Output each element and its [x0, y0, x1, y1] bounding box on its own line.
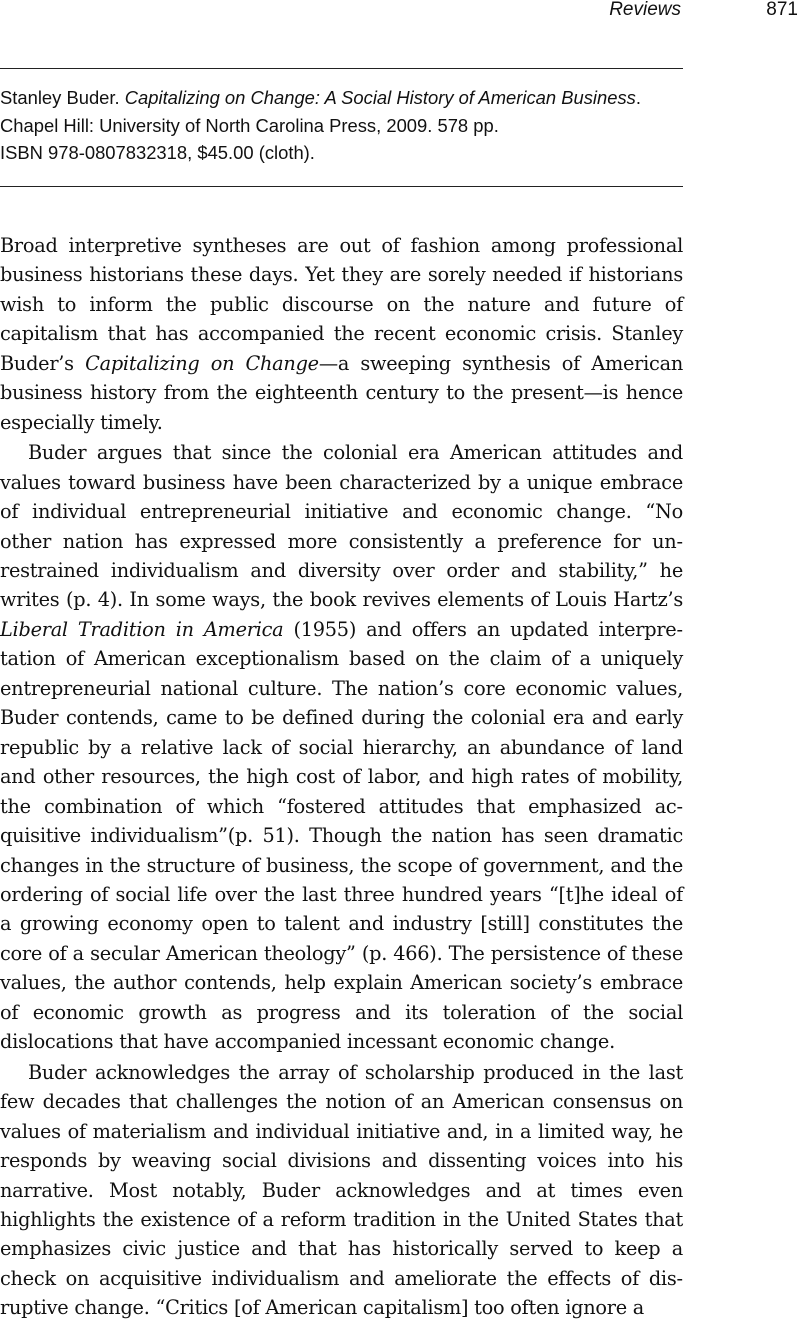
running-head — [0, 0, 800, 24]
paragraph-2-text-a: Buder argues that since the colonial era American attitudes and values toward business have been characterized by a unique embrace of individual entrepreneurial initiative and economic change. “No other nation has expressed more consistently a preference for unrestrained individualism and diversity over order and stability,” he writes (p. 4). In some ways, the book revives elements of Louis Hartz’s — [0, 441, 683, 612]
review-body — [0, 231, 683, 1323]
page-number: 871 — [766, 0, 798, 20]
book-citation — [0, 84, 690, 167]
paragraph-2 — [0, 438, 683, 1057]
citation-title-end: . — [635, 87, 641, 108]
citation-top-rule — [0, 68, 683, 69]
citation-isbn: ISBN 978-0807832318, $45.00 (cloth). — [0, 142, 315, 163]
paragraph-1-text-b: —a sweeping synthesis of American business history from the eighteenth century to the present—is hence especially timely. — [0, 351, 684, 434]
paragraph-3: Buder acknowledges the array of scholarship produced in the last few decades that challenges the notion of an American consensus on values of materialism and individual initiative and, in a limited way, he responds by weaving social divisions and dissenting voices into his narrative. Most notably, Buder acknowledges and at times even highlights the existence of a reform tradition in the United States that emphasizes civic justice and that has historically served to keep a check on acquisitive individualism and ameliorate the effects of disruptive change. “Critics [of American capitalism] too often ignore a — [0, 1060, 683, 1320]
paragraph-1-book-title: Capitalizing on Change — [85, 351, 319, 375]
paragraph-2-book-title: Liberal Tradition in America — [0, 617, 284, 641]
paragraph-2-text-b: (1955) and offers an updated interpretation of American exceptionalism based on the claim of a uniquely entrepreneurial national culture. The nation’s core economic values, Buder contends, came to be defined during the colonial era and early republic by a relative lack of social hierarchy, an abundance of land and other resources, the high cost of labor, and high rates of mobility, the combination of which “fostered attitudes that emphasized acquisitive individualism”(p. 51). Though the nation has seen dramatic changes in the structure of business, the scope of government, and the ordering of social life over the last three hundred years “[t]he ideal of a growing economy open to talent and industry [still] constitutes the core of a secular American theology” (p. 466). The persistence of these values, the author contends, help explain American society’s embrace of economic growth as progress and its toleration of the social dislocations that have accompanied incessant economic change. — [0, 617, 683, 1054]
citation-title: Capitalizing on Change: A Social History of American Business — [124, 87, 636, 108]
paragraph-1 — [0, 231, 683, 437]
citation-author: Stanley Buder. — [0, 87, 120, 108]
running-head-section: Reviews — [609, 0, 681, 20]
citation-line-1 — [0, 84, 690, 112]
citation-bottom-rule — [0, 186, 683, 187]
paragraph-1-text-a: Broad interpretive syntheses are out of fashion among professional business historians these days. Yet they are sorely needed if historians wish to inform the public discourse on the nature and future of capitalism that has accompanied the recent economic crisis. Stanley Buder’s — [0, 234, 683, 375]
citation-publisher: Chapel Hill: University of North Carolina Press, 2009. 578 pp. — [0, 114, 499, 136]
